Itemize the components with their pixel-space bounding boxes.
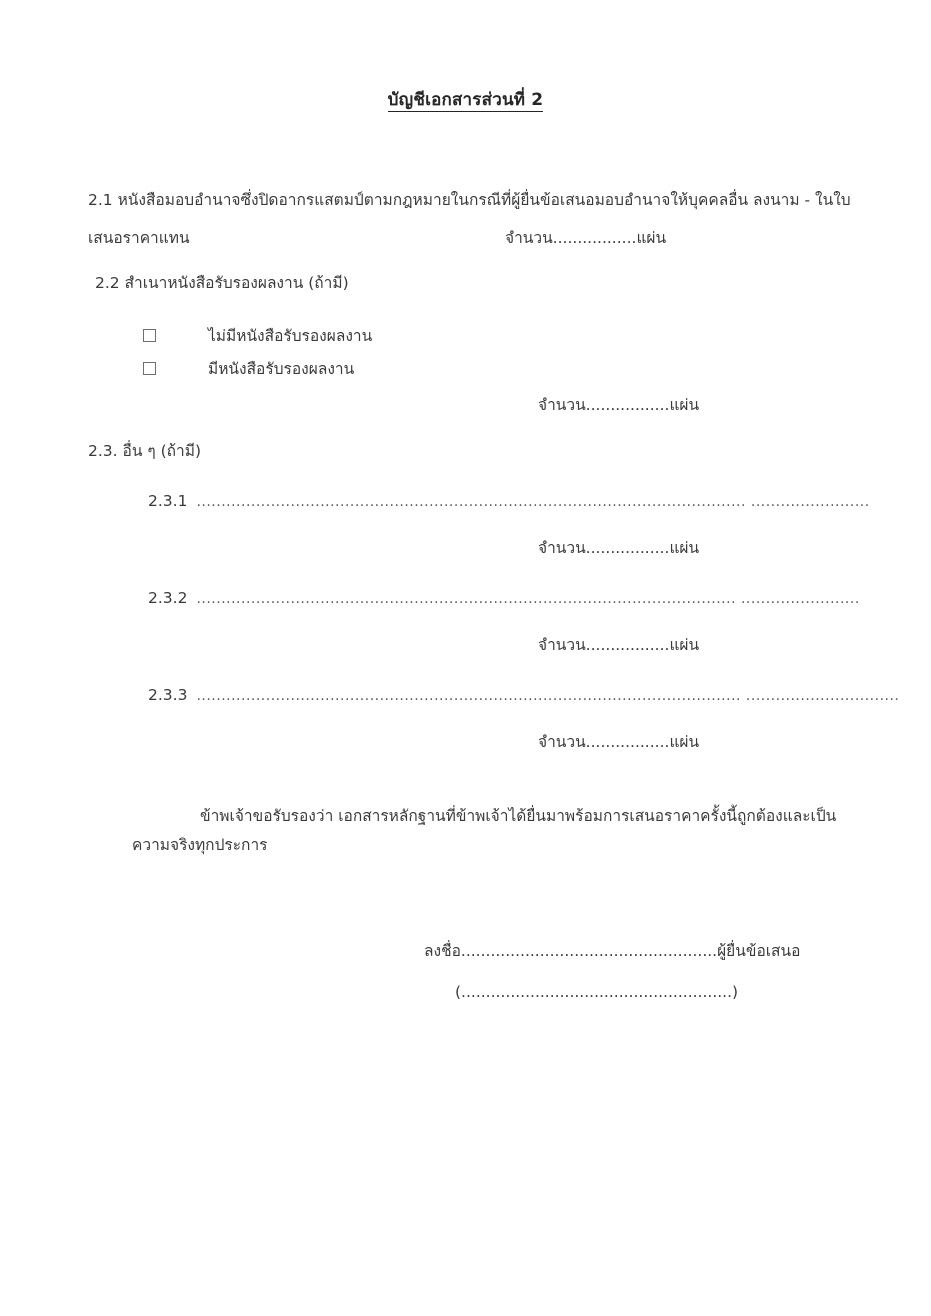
checkbox-label-no-certificate: ไม่มีหนังสือรับรองผลงาน bbox=[208, 327, 373, 345]
item-2-3-1-dotted-field[interactable]: ............................................................................................................... ........................ bbox=[196, 494, 870, 510]
item-2-3-1-amount-field[interactable]: จำนวน.................แผ่น bbox=[538, 539, 700, 557]
certification-paragraph: ข้าพเจ้าขอรับรองว่า เอกสารหลักฐานที่ข้าพเจ้าได้ยื่นมาพร้อมการเสนอราคาครั้งนี้ถูกต้องและเป็นความจริงทุกประการ bbox=[132, 807, 837, 854]
signature-line[interactable]: ลงชื่อ....................................................ผู้ยื่นข้อเสนอ bbox=[424, 942, 801, 960]
checkbox-row-has-certificate[interactable] bbox=[143, 356, 354, 381]
item-2-3-3-dotted-field[interactable]: .............................................................................................................. ............................... bbox=[196, 688, 900, 704]
item-2-3-2-label: 2.3.2 bbox=[148, 589, 188, 607]
item-2-3-2-dotted-field[interactable]: ............................................................................................................. ........................ bbox=[196, 591, 860, 607]
checkbox-label-has-certificate: มีหนังสือรับรองผลงาน bbox=[208, 360, 355, 378]
item-2-3-2-row[interactable] bbox=[148, 589, 860, 607]
item-2-3-3-label: 2.3.3 bbox=[148, 686, 188, 704]
item-2-3-1-label: 2.3.1 bbox=[148, 492, 188, 510]
item-2-3-1-row[interactable] bbox=[148, 492, 870, 510]
item-2-3-3-row[interactable] bbox=[148, 686, 899, 704]
item-2-3-2-amount-field[interactable]: จำนวน.................แผ่น bbox=[538, 636, 700, 654]
item-2-2-heading: 2.2 สำเนาหนังสือรับรองผลงาน (ถ้ามี) bbox=[95, 274, 349, 292]
item-2-2-amount-field[interactable]: จำนวน.................แผ่น bbox=[538, 396, 700, 414]
signature-name-line[interactable]: (.......................................................) bbox=[455, 983, 739, 1001]
item-2-1-line2: เสนอราคาแทน bbox=[88, 229, 190, 247]
checkbox-row-no-certificate[interactable] bbox=[143, 323, 372, 348]
item-2-3-3-amount-field[interactable]: จำนวน.................แผ่น bbox=[538, 733, 700, 751]
page-title-text: บัญชีเอกสารส่วนที่ 2 bbox=[387, 90, 544, 110]
page-title bbox=[0, 86, 931, 113]
checkbox-icon-no-certificate[interactable] bbox=[143, 329, 156, 342]
checkbox-icon-has-certificate[interactable] bbox=[143, 362, 156, 375]
item-2-1-amount-field[interactable]: จำนวน.................แผ่น bbox=[505, 229, 667, 247]
item-2-3-heading: 2.3. อื่น ๆ (ถ้ามี) bbox=[88, 442, 201, 460]
item-2-1-line1: 2.1 หนังสือมอบอำนาจซึ่งปิดอากรแสตมป์ตามกฎหมายในกรณีที่ผู้ยื่นข้อเสนอมอบอำนาจให้บุคคลอื่น ลงนาม - ในใบ bbox=[88, 191, 851, 209]
